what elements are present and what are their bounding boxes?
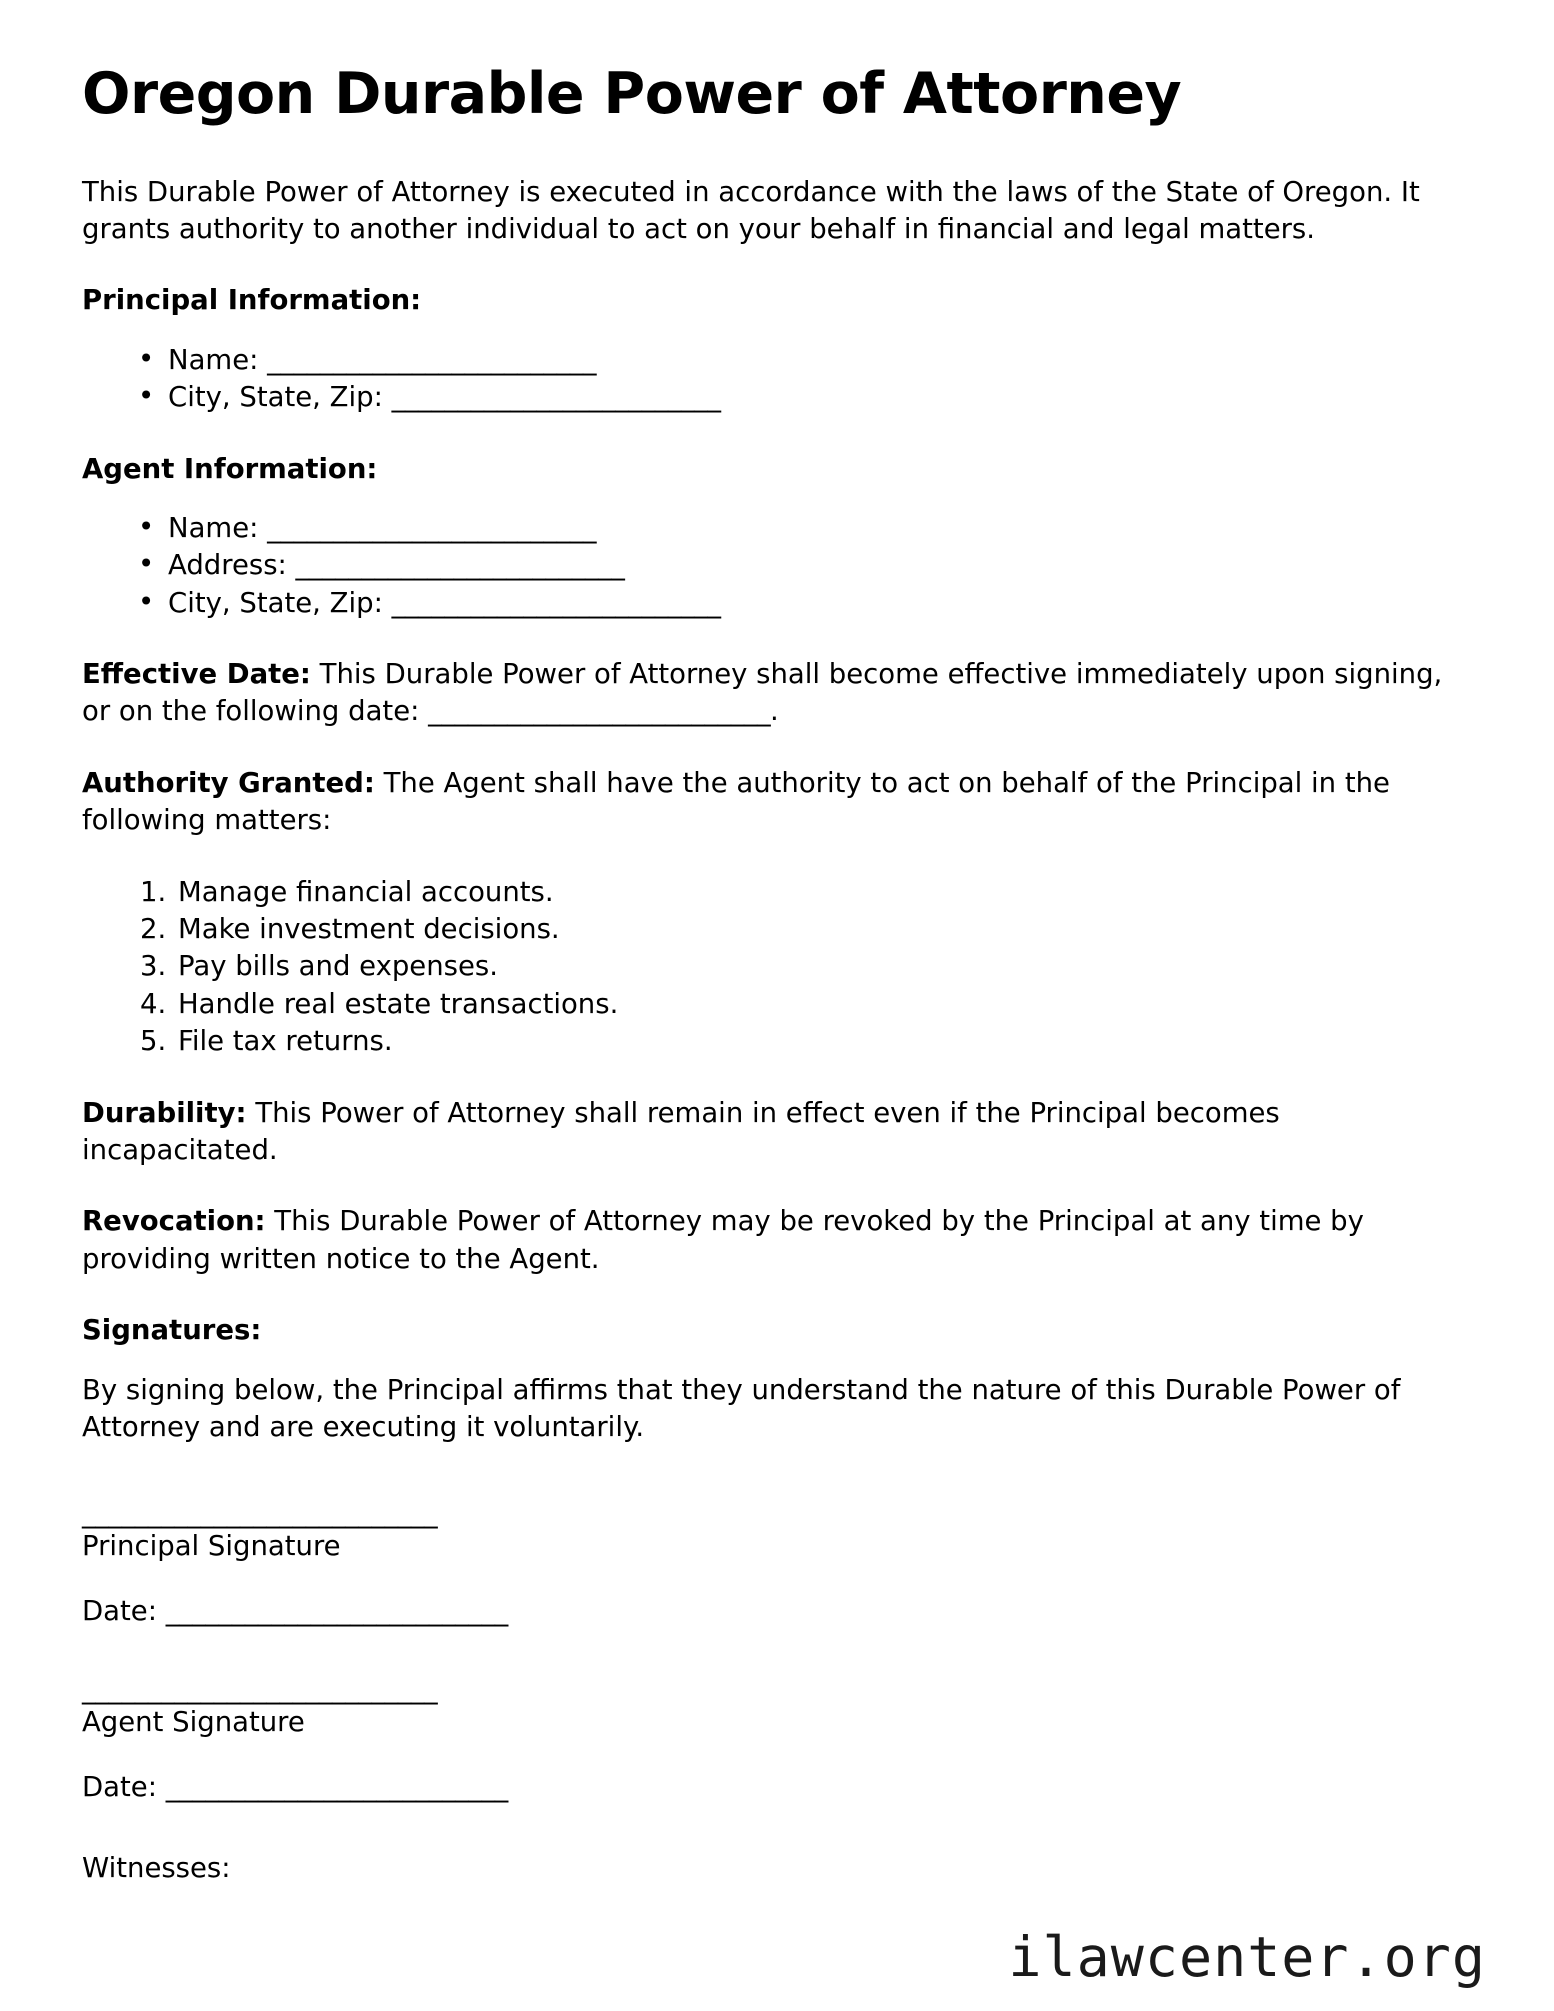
agent-date-label: Date:: [82, 1770, 157, 1803]
durability-paragraph: [82, 1095, 1476, 1170]
authority-granted-list: [82, 874, 1476, 1061]
authority-granted-text: The Agent shall have the authority to act on behalf of the Principal in the following matters:: [82, 766, 1390, 837]
authority-granted-label: Authority Granted:: [82, 766, 375, 799]
effective-date-blank[interactable]: __________________________: [428, 695, 771, 728]
principal-citystatezip-blank[interactable]: _________________________: [391, 381, 721, 414]
page-title: Oregon Durable Power of Attorney: [82, 61, 1182, 127]
agent-signature-caption: Agent Signature: [82, 1705, 305, 1738]
agent-signature-block: [82, 1674, 1476, 1806]
list-item: Handle real estate transactions.: [178, 987, 619, 1020]
principal-date-row: [82, 1593, 1476, 1630]
list-item: [132, 510, 1476, 547]
principal-information-list: [82, 342, 1476, 417]
affirmation-paragraph: By signing below, the Principal affirms that they understand the nature of this Durable Power of Attorney and are executing it voluntarily.: [82, 1373, 1401, 1443]
witnesses-label: Witnesses:: [82, 1852, 231, 1885]
list-item: Manage financial accounts.: [178, 875, 554, 908]
list-item: [132, 379, 1476, 416]
agent-citystatezip-label: City, State, Zip:: [168, 586, 383, 619]
principal-information-heading: Principal Information:: [82, 284, 422, 317]
effective-date-text: This Durable Power of Attorney shall become effective immediately upon signing, or on the following date:: [82, 658, 1443, 728]
durability-label: Durability:: [82, 1096, 247, 1129]
revocation-text: This Durable Power of Attorney may be revoked by the Principal at any time by providing written notice to the Agent.: [82, 1205, 1364, 1275]
agent-signature-line[interactable]: ___________________________: [82, 1673, 438, 1706]
agent-information-list: [82, 510, 1476, 622]
agent-address-label: Address:: [168, 549, 287, 582]
signatures-heading: Signatures:: [82, 1314, 262, 1347]
durability-text: This Power of Attorney shall remain in effect even if the Principal becomes incapacitated.: [82, 1096, 1280, 1166]
list-item: Make investment decisions.: [178, 913, 560, 946]
list-item: Pay bills and expenses.: [178, 950, 498, 983]
agent-citystatezip-blank[interactable]: _________________________: [391, 586, 721, 619]
list-item: [132, 342, 1476, 379]
revocation-paragraph: [82, 1203, 1476, 1278]
principal-name-label: Name:: [168, 343, 259, 376]
agent-address-blank[interactable]: _________________________: [295, 549, 625, 582]
watermark: ilawcenter.org: [1008, 1925, 1486, 1989]
principal-signature-caption: Principal Signature: [82, 1529, 341, 1562]
agent-date-blank[interactable]: __________________________: [165, 1770, 508, 1803]
list-item: [132, 547, 1476, 584]
principal-date-blank[interactable]: __________________________: [165, 1594, 508, 1627]
authority-granted-paragraph: [82, 765, 1476, 840]
principal-citystatezip-label: City, State, Zip:: [168, 381, 383, 414]
list-item: File tax returns.: [178, 1025, 393, 1058]
agent-information-heading: Agent Information:: [82, 452, 378, 485]
principal-date-label: Date:: [82, 1594, 157, 1627]
intro-paragraph: This Durable Power of Attorney is executed in accordance with the laws of the State of Oregon. It grants authority to another individual to act on your behalf in financial and legal matters.: [82, 175, 1420, 245]
principal-signature-block: [82, 1498, 1476, 1630]
agent-name-label: Name:: [168, 511, 259, 544]
agent-date-row: [82, 1769, 1476, 1806]
principal-name-blank[interactable]: _________________________: [267, 343, 596, 376]
agent-name-blank[interactable]: _________________________: [267, 511, 596, 544]
effective-date-paragraph: [82, 656, 1476, 731]
effective-date-label: Effective Date:: [82, 658, 311, 691]
revocation-label: Revocation:: [82, 1205, 266, 1238]
effective-date-period: .: [770, 695, 779, 728]
list-item: [132, 585, 1476, 622]
principal-signature-line[interactable]: ___________________________: [82, 1497, 438, 1530]
